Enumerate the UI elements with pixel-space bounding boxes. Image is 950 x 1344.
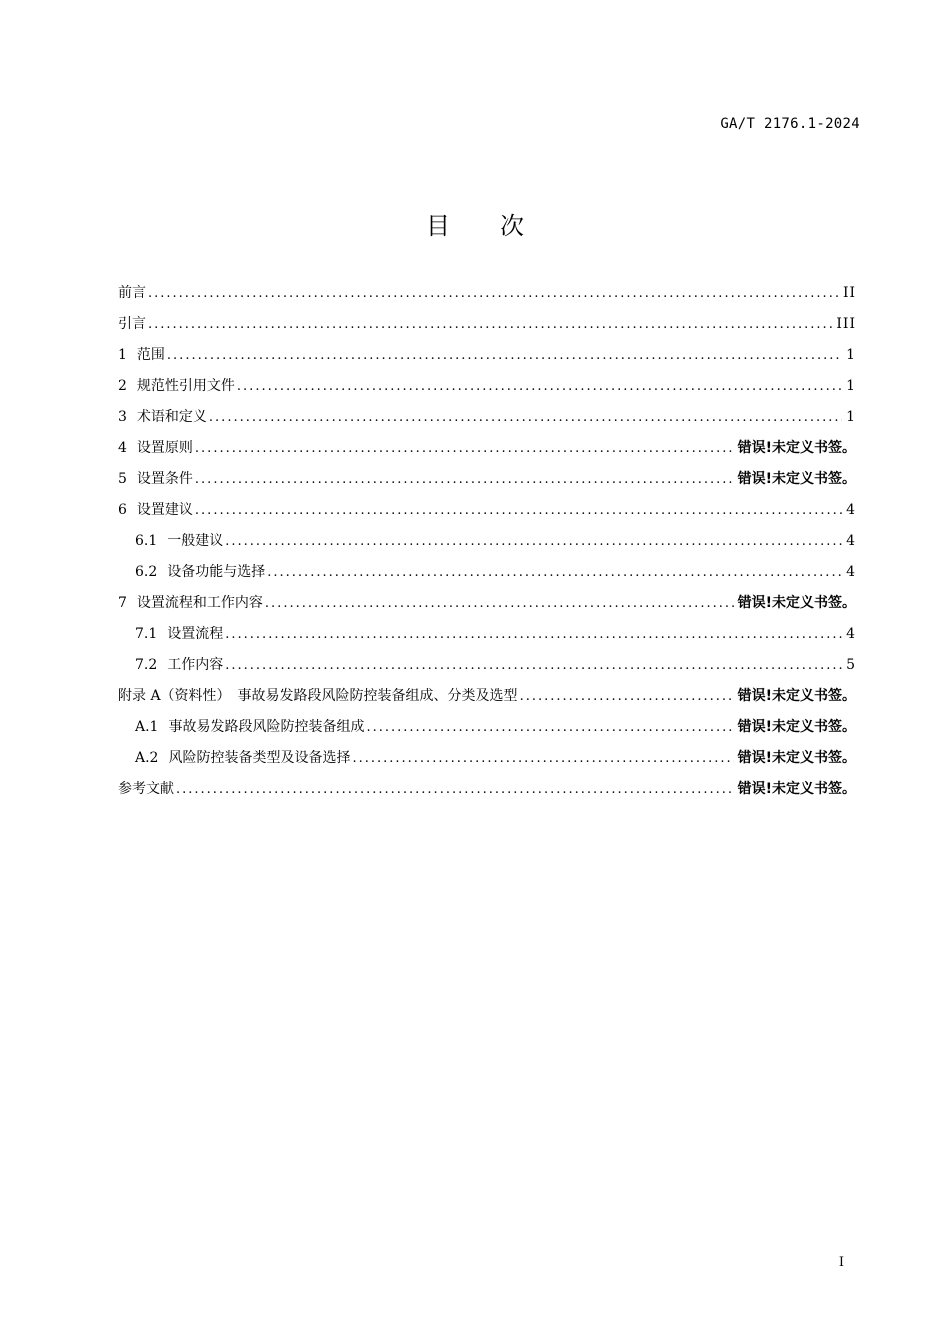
toc-entry-title[interactable]: 术语和定义 (136, 409, 207, 425)
toc-entry-number: 1 (118, 347, 127, 363)
toc-entry-page: III (836, 316, 856, 332)
title-char-1: 目 (426, 212, 450, 240)
toc-entry-page: II (842, 285, 856, 301)
toc-entry-title[interactable]: 设置原则 (136, 440, 193, 456)
toc-entry-number: A.1 (135, 719, 159, 735)
toc-entry-a2[interactable] (118, 747, 856, 778)
toc-entry-title[interactable]: 参考文献 (118, 781, 174, 797)
dot-leader (267, 565, 842, 580)
bookmark-error-text: 错误!未定义书签。 (737, 595, 856, 611)
toc-entry-page: 1 (846, 347, 856, 363)
toc-entry-number: 7.2 (135, 657, 158, 673)
toc-entry-normative-references[interactable] (118, 375, 856, 406)
toc-entry-number: 6.1 (135, 533, 158, 549)
toc-entry-scope[interactable] (118, 344, 856, 375)
dot-leader (167, 348, 842, 363)
toc-entry-number: A.2 (135, 750, 159, 766)
bookmark-error-text: 错误!未定义书签。 (737, 471, 856, 487)
toc-entry-number: 7 (118, 595, 127, 611)
dot-leader (148, 317, 832, 332)
dot-leader (225, 627, 842, 642)
toc-entry-number: 4 (118, 440, 127, 456)
toc-entry-title[interactable]: 设置条件 (136, 471, 193, 487)
toc-entry-page: 5 (846, 657, 856, 673)
toc-entry-general-recommendations[interactable] (118, 530, 856, 561)
toc-entry-number: 2 (118, 378, 127, 394)
toc-entry-title[interactable]: 设置流程 (167, 626, 224, 642)
toc-entry-page: 4 (846, 626, 856, 642)
toc-entry-title[interactable]: 前言 (118, 285, 146, 301)
toc-entry-number: 5 (118, 471, 127, 487)
bookmark-error-text: 错误!未定义书签。 (737, 688, 856, 704)
toc-entry-title[interactable]: 设置建议 (136, 502, 193, 518)
toc-entry-principles[interactable] (118, 437, 856, 468)
toc-entry-page: 1 (846, 378, 856, 394)
toc-entry-device-functions[interactable] (118, 561, 856, 592)
toc-entry-title[interactable]: 一般建议 (167, 533, 224, 549)
table-of-contents (118, 282, 856, 809)
toc-entry-title[interactable]: 事故易发路段风险防控装备组成 (168, 719, 365, 735)
bookmark-error-text: 错误!未定义书签。 (737, 781, 856, 797)
dot-leader (366, 720, 733, 735)
toc-entry-title[interactable]: 设备功能与选择 (167, 564, 266, 580)
page-title (0, 206, 950, 241)
toc-entry-title[interactable]: 规范性引用文件 (136, 378, 235, 394)
toc-entry-page: 1 (846, 409, 856, 425)
document-code: GA/T 2176.1-2024 (720, 116, 860, 132)
dot-leader (237, 379, 842, 394)
toc-entry-conditions[interactable] (118, 468, 856, 499)
toc-entry-number: 3 (118, 409, 127, 425)
dot-leader (225, 534, 842, 549)
toc-entry-a1[interactable] (118, 716, 856, 747)
dot-leader (148, 286, 839, 301)
dot-leader (195, 472, 734, 487)
toc-entry-work-content[interactable] (118, 654, 856, 685)
toc-entry-page: 4 (846, 533, 856, 549)
dot-leader (195, 441, 734, 456)
dot-leader (176, 782, 734, 797)
toc-entry-foreword[interactable] (118, 282, 856, 313)
bookmark-error-text: 错误!未定义书签。 (737, 750, 856, 766)
toc-entry-appendix-a[interactable] (118, 685, 856, 716)
toc-entry-title[interactable]: 风险防控装备类型及设备选择 (168, 750, 351, 766)
toc-entry-page: 4 (846, 502, 856, 518)
toc-entry-setup-process[interactable] (118, 623, 856, 654)
toc-entry-title[interactable]: 引言 (118, 316, 146, 332)
toc-entry-recommendations[interactable] (118, 499, 856, 530)
toc-entry-title[interactable]: 工作内容 (167, 657, 224, 673)
toc-entry-introduction[interactable] (118, 313, 856, 344)
toc-entry-number: 7.1 (135, 626, 158, 642)
dot-leader (195, 503, 842, 518)
toc-entry-number: 6 (118, 502, 127, 518)
toc-entry-process-work[interactable] (118, 592, 856, 623)
toc-entry-terms-definitions[interactable] (118, 406, 856, 437)
page-number: I (838, 1255, 844, 1270)
title-char-2: 次 (500, 212, 524, 240)
dot-leader (520, 689, 734, 704)
toc-entry-title[interactable]: 附录 A（资料性） 事故易发路段风险防控装备组成、分类及选型 (118, 688, 518, 704)
dot-leader (225, 658, 842, 673)
toc-entry-title[interactable]: 范围 (136, 347, 165, 363)
dot-leader (209, 410, 842, 425)
bookmark-error-text: 错误!未定义书签。 (737, 440, 856, 456)
toc-entry-bibliography[interactable] (118, 778, 856, 809)
toc-entry-title[interactable]: 设置流程和工作内容 (136, 595, 263, 611)
bookmark-error-text: 错误!未定义书签。 (737, 719, 856, 735)
dot-leader (265, 596, 734, 611)
toc-entry-number: 6.2 (135, 564, 158, 580)
toc-entry-page: 4 (846, 564, 856, 580)
dot-leader (352, 751, 733, 766)
